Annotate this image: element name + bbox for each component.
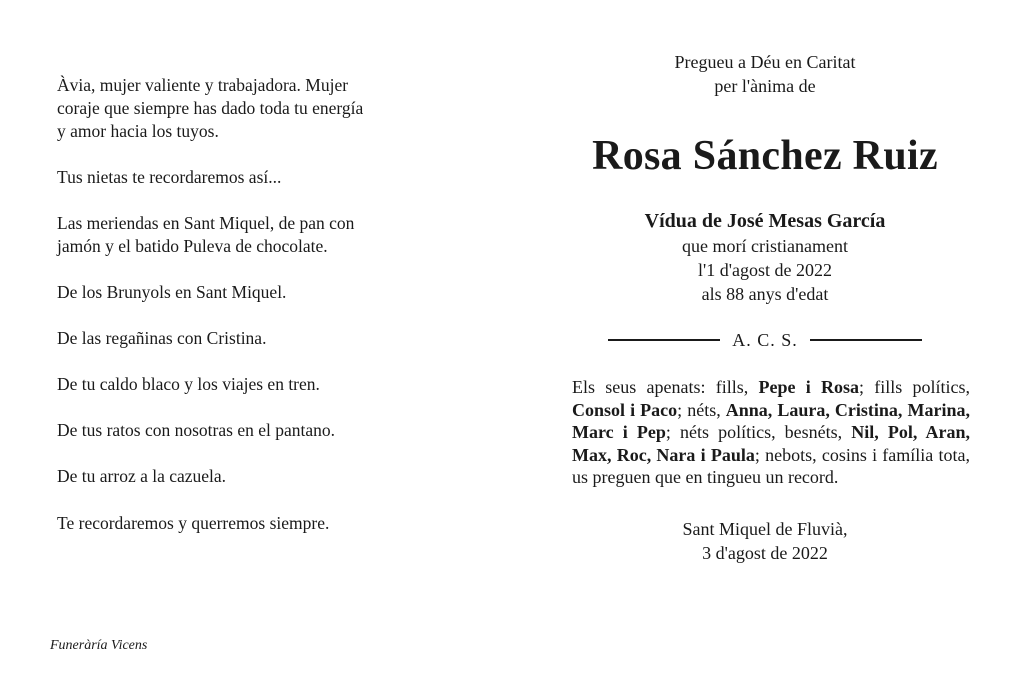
memory-item: De tus ratos con nosotras en el pantano.: [57, 420, 335, 440]
mourners-text: ; néts polítics, besnéts,: [665, 422, 852, 442]
divider-rule: [608, 339, 720, 341]
intro-line: Àvia, mujer valiente y trabajadora. Mujer: [57, 75, 349, 95]
intro-paragraph: [57, 74, 437, 143]
acs-divider: [560, 328, 970, 352]
mourners-text: ; fills polítics,: [858, 377, 970, 397]
widow-line: Vídua de José Mesas García: [644, 210, 886, 232]
date-line: 3 d'agost de 2022: [702, 542, 828, 563]
deceased-name: Rosa Sánchez Ruiz: [592, 133, 938, 179]
memory-item: De tu caldo blaco y los viajes en tren.: [57, 374, 320, 394]
age-line: als 88 anys d'edat: [701, 284, 829, 304]
mourners-text: ; nebots, cosins i família tota, us preguen que en tingueu un record.: [572, 444, 970, 487]
intro-line: coraje que siempre has dado toda tu energía: [57, 98, 364, 118]
mourners-paragraph: [572, 376, 970, 489]
dedication-column: [57, 74, 437, 535]
prayer-line: Pregueu a Déu en Caritat: [674, 52, 856, 72]
prayer-line: per l'ànima de: [714, 76, 816, 96]
funeral-home-label: Funeràría Vicens: [50, 638, 148, 653]
mourners-text: ; néts,: [677, 399, 726, 420]
place-line: Sant Miquel de Fluvià,: [682, 518, 848, 539]
acs-text: A. C. S.: [732, 330, 798, 350]
death-line: que morí cristianament: [682, 236, 848, 256]
memory-item: [57, 212, 437, 258]
mourners-names: Nil, Pol, Aran, Max, Roc, Nara i Paula: [572, 422, 970, 465]
obituary-column: [560, 50, 970, 565]
mourners-names: Anna, Laura, Cristina, Marina, Marc i Pep: [572, 399, 970, 442]
divider-rule: [810, 339, 922, 341]
mourners-text: Els seus apenats: fills,: [572, 377, 759, 397]
closing-line: Te recordaremos y querremos siempre.: [57, 513, 330, 533]
memory-item: De tu arroz a la cazuela.: [57, 466, 227, 486]
memory-item: De los Brunyols en Sant Miquel.: [57, 282, 287, 302]
memory-item: De las regañinas con Cristina.: [57, 328, 267, 348]
intro-line: y amor hacia los tuyos.: [57, 121, 219, 141]
memory-line: Las meriendas en Sant Miquel, de pan con: [57, 213, 355, 233]
nietas-line: Tus nietas te recordaremos así...: [57, 167, 282, 187]
memory-line: jamón y el batido Puleva de chocolate.: [57, 236, 328, 256]
mourners-names: Pepe i Rosa: [758, 377, 859, 397]
mourners-names: Consol i Paco: [572, 399, 678, 420]
death-date: l'1 d'agost de 2022: [698, 260, 832, 280]
